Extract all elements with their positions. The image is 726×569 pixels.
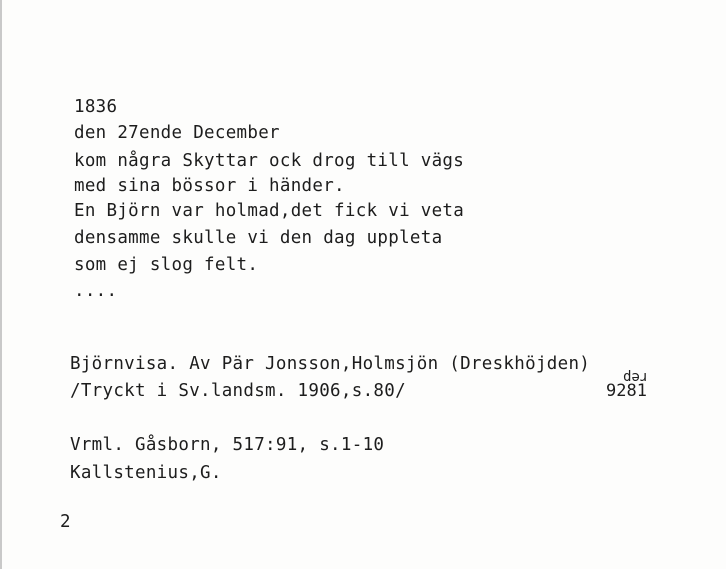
verse-line-6: som ej slog felt. [74,255,259,275]
verse-line-3: med sina bössor i händer. [74,176,345,196]
year-line: 1836 [74,97,118,117]
song-title-line: Björnvisa. Av Pär Jonsson,Holmsjön (Dreskhöjden) [70,354,591,374]
collector-line: Kallstenius,G. [70,463,222,483]
verse-line-5: densamme skulle vi den dag uppleta [74,228,443,248]
archive-reference-line: Vrml. Gåsborn, 517:91, s.1-10 [70,435,385,455]
verse-ellipsis: .... [74,281,118,301]
stamp-overprint: rep [623,369,649,385]
verse-line-1: den 27ende December [74,123,280,143]
verse-line-4: En Björn var holmad,det fick vi veta [74,201,465,221]
verse-line-2: kom några Skyttar ock drog till vägs [74,151,465,171]
print-source-line: /Tryckt i Sv.landsm. 1906,s.80/ [70,381,406,401]
card-number: 2 [60,512,71,532]
catalog-stamp: 9281 [606,381,647,401]
